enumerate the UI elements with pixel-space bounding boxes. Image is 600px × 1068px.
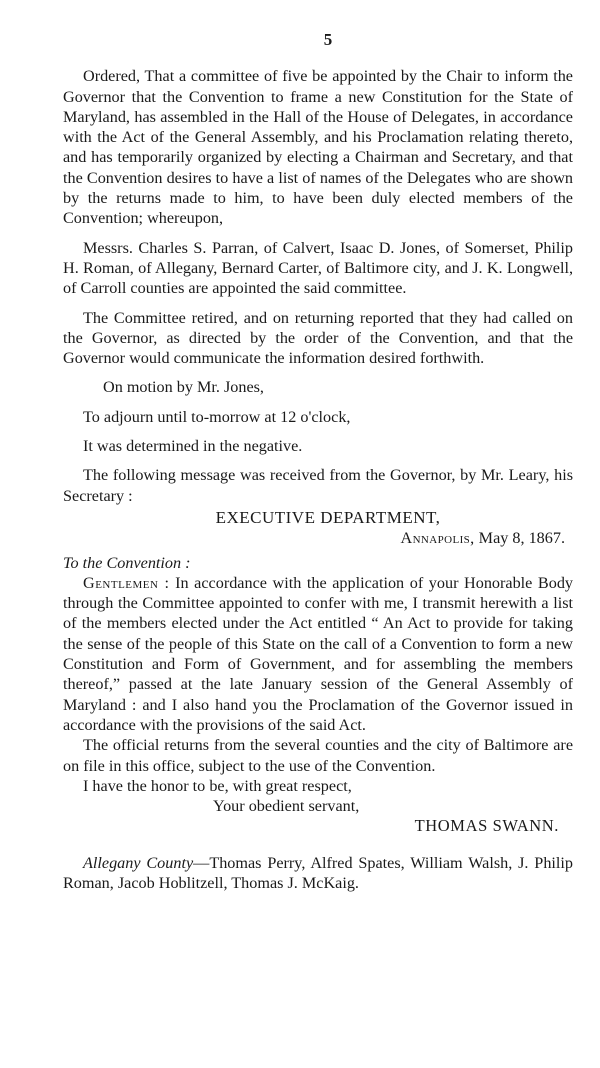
paragraph-message-intro: The following message was received from the Governor, by Mr. Leary, his Secretary :	[63, 466, 573, 505]
message-closing-servant: Your obedient servant,	[213, 797, 360, 816]
county-name: Allegany County	[83, 853, 194, 872]
page-number: 5	[323, 30, 333, 49]
paragraph-determination: It was determined in the negative.	[83, 437, 303, 456]
message-body-first	[63, 573, 573, 735]
message-address: To the Convention :	[63, 553, 191, 572]
message-date: May 8, 1867.	[478, 529, 565, 548]
message-closing: I have the honor to be, with great respect,	[83, 776, 352, 795]
paragraph-adjourn: To adjourn until to-morrow at 12 o'clock,	[83, 407, 351, 426]
message-signature: THOMAS SWANN.	[414, 816, 559, 836]
paragraph-motion: On motion by Mr. Jones,	[103, 378, 264, 397]
message-body-text: In accordance with the application of your Honorable Body through the Committee appointed to confer with me, I transmit herewith a list of the members elected under the Act entitled “ An Act to provide for taking the sense of the people of this State on the call of a Convention to form a new Constitution and Form of Government, and for assembling the members thereof,” passed at the late January session of the General Assembly of Maryland : and I also hand you the Proclamation of the Governor issued in accordance with the provisions of the said Act.	[63, 573, 574, 734]
message-heading: EXECUTIVE DEPARTMENT,	[215, 507, 441, 527]
paragraph-committee-report: The Committee retired, and on returning reported that they had called on the Governor, as directed by the order of the Convention, and that the Governor would communicate the information desired forthwith.	[63, 308, 573, 368]
paragraph-order-committee: Ordered, That a committee of five be appointed by the Chair to inform the Governor that the Convention to frame a new Constitution for the State of Maryland, has assembled in the Hall of the House of Delegates, in accordance with the Act of the General Assembly, and his Proclamation relating thereto, and has temporarily organized by electing a Chairman and Secretary, and that the Convention desires to have a list of names of the Delegates who are shown by the returns made to him, to have been duly elected members of the Convention; whereupon,	[63, 67, 573, 228]
message-body-second: The official returns from the several counties and the city of Baltimore are on file in this office, subject to the use of the Convention.	[63, 736, 573, 775]
county-members: —Thomas Perry, Alfred Spates, William Walsh, J. Philip Roman, Jacob Hoblitzell, Thomas J. McKaig.	[63, 853, 573, 892]
message-place: Annapolis,	[400, 529, 475, 548]
paragraph-committee-members: Messrs. Charles S. Parran, of Calvert, Isaac D. Jones, of Somerset, Philip H. Roman, of Allegany, Bernard Carter, of Baltimore city, and J. K. Longwell, of Carroll counties are appointed the said committee.	[63, 238, 573, 298]
message-salutation: Gentlemen :	[83, 573, 170, 592]
county-member-list	[63, 853, 573, 894]
message-dateline	[63, 528, 573, 548]
